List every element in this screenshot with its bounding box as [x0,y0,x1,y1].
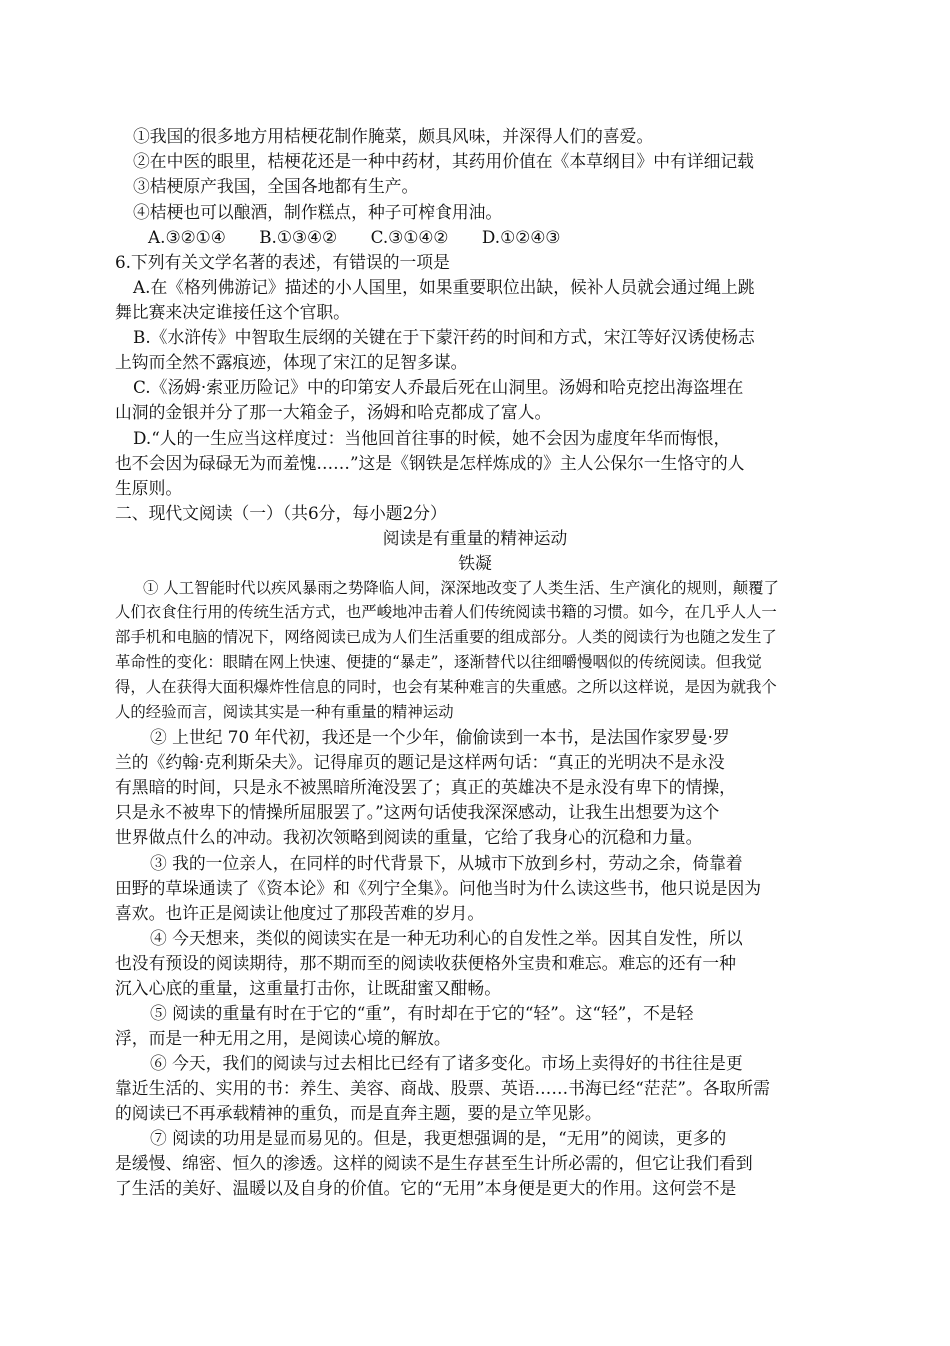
paragraph-7-line-1: ⑦ 阅读的功用是显而易见的。但是，我更想强调的是，“无用”的阅读，更多的 [150,1128,727,1148]
q5-sentence-4: ④桔梗也可以酿酒，制作糕点，种子可榨食用油。 [133,202,503,222]
paragraph-3-line-1: ③ 我的一位亲人，在同样的时代背景下，从城市下放到乡村，劳动之余，倚靠着 [150,853,743,873]
q5-sentence-3: ③桔梗原产我国，全国各地都有生产。 [133,176,419,196]
q6-option-a-line-1: A.在《格列佛游记》描述的小人国里，如果重要职位出缺，候补人员就会通过绳上跳 [133,277,755,297]
paragraph-6-line-1: ⑥ 今天，我们的阅读与过去相比已经有了诸多变化。市场上卖得好的书往往是更 [150,1053,743,1073]
q6-option-d-line-2: 也不会因为碌碌无为而羞愧……”这是《钢铁是怎样炼成的》主人公保尔一生恪守的人 [115,453,745,473]
q5-sentence-1: ①我国的很多地方用桔梗花制作腌菜，颇具风味，并深得人们的喜爱。 [133,126,654,146]
q6-option-c-line-2: 山洞的金银并分了那一大箱金子，汤姆和哈克都成了富人。 [115,402,552,422]
q6-option-b-line-2: 上钩而全然不露痕迹，体现了宋江的足智多谋。 [115,352,468,372]
paragraph-1-line-2: 人们衣食住行用的传统生活方式，也严峻地冲击着人们传统阅读书籍的习惯。如今，在几乎人人一 [115,603,777,621]
paragraph-1-line-6: 人的经验而言，阅读其实是一种有重量的精神运动 [115,703,454,721]
paragraph-1-line-5: 得，人在获得大面积爆炸性信息的同时，也会有某种难言的失重感。之所以这样说，是因为就我个 [115,678,777,696]
q6-option-d-line-3: 生原则。 [115,478,183,498]
paragraph-5-line-1: ⑤ 阅读的重量有时在于它的“重”，有时却在于它的“轻”。这“轻”，不是轻 [150,1003,694,1023]
paragraph-3-line-2: 田野的草垛通读了《资本论》和《列宁全集》。问他当时为什么读这些书，他只说是因为 [115,878,762,898]
q6-option-a-line-2: 舞比赛来决定谁接任这个官职。 [115,302,350,322]
paragraph-2-line-1: ② 上世纪 70 年代初，我还是一个少年，偷偷读到一本书，是法国作家罗曼·罗 [150,727,730,747]
paragraph-7-line-2: 是缓慢、绵密、恒久的渗透。这样的阅读不是生存甚至生计所必需的，但它让我们看到 [115,1153,753,1173]
paragraph-1-line-3: 部手机和电脑的情况下，网络阅读已成为人们生活重要的组成部分。人类的阅读行为也随之发生了 [115,628,777,646]
paragraph-4-line-3: 沉入心底的重量，这重量打击你，让既甜蜜又酣畅。 [115,978,501,998]
paragraph-6-line-3: 的阅读已不再承载精神的重负，而是直奔主题，要的是立竿见影。 [115,1103,602,1123]
paragraph-3-line-3: 喜欢。也许正是阅读让他度过了那段苦难的岁月。 [115,903,485,923]
paragraph-1-line-1: ① 人工智能时代以疾风暴雨之势降临人间，深深地改变了人类生活、生产演化的规则，颠覆了 [143,579,779,597]
paragraph-6-line-2: 靠近生活的、实用的书：养生、美容、商战、股票、英语……书海已经“茫茫”。各取所需 [115,1078,770,1098]
q6-option-b-line-1: B.《水浒传》中智取生辰纲的关键在于下蒙汗药的时间和方式，宋江等好汉诱使杨志 [133,327,755,347]
section-heading: 二、现代文阅读（一）（共6分，每小题2分） [115,503,447,523]
q5-sentence-2: ②在中医的眼里，桔梗花还是一种中药材，其药用价值在《本草纲目》中有详细记载 [133,151,754,171]
q6-option-c-line-1: C.《汤姆·索亚历险记》中的印第安人乔最后死在山洞里。汤姆和哈克挖出海盗埋在 [133,377,744,397]
article-title: 阅读是有重量的精神运动 [382,528,568,548]
q6-option-d-line-1: D.“人的一生应当这样度过：当他回首往事的时候，她不会因为虚度年华而悔恨， [133,428,731,448]
paragraph-5-line-2: 浮，而是一种无用之用，是阅读心境的解放。 [115,1028,451,1048]
q6-stem: 6.下列有关文学名著的表述，有错误的一项是 [115,252,450,272]
q5-options: A.③②①④ B.①③④② C.③①④② D.①②④③ [148,227,561,247]
paragraph-7-line-3: 了生活的美好、温暖以及自身的价值。它的“无用”本身便是更大的作用。这何尝不是 [115,1178,737,1198]
paragraph-4-line-2: 也没有预设的阅读期待，那不期而至的阅读收获便格外宝贵和难忘。难忘的还有一种 [115,953,736,973]
paragraph-2-line-3: 有黑暗的时间，只是永不被黑暗所淹没罢了；真正的英雄决不是永没有卑下的情操， [115,777,736,797]
paragraph-2-line-5: 世界做点什么的冲动。我初次领略到阅读的重量，它给了我身心的沉稳和力量。 [115,827,703,847]
paragraph-2-line-4: 只是永不被卑下的情操所屈服罢了。”这两句话使我深深感动，让我生出想要为这个 [115,802,720,822]
paragraph-1-line-4: 革命性的变化：眼睛在网上快速、便捷的“暴走”，逐渐替代以往细嚼慢咽似的传统阅读。但我觉 [115,653,762,671]
article-author: 铁凝 [458,553,492,573]
paragraph-2-line-2: 兰的《约翰·克利斯朵夫》。记得扉页的题记是这样两句话：“真正的光明决不是永没 [115,752,725,772]
paragraph-4-line-1: ④ 今天想来，类似的阅读实在是一种无功利心的自发性之举。因其自发性，所以 [150,928,743,948]
